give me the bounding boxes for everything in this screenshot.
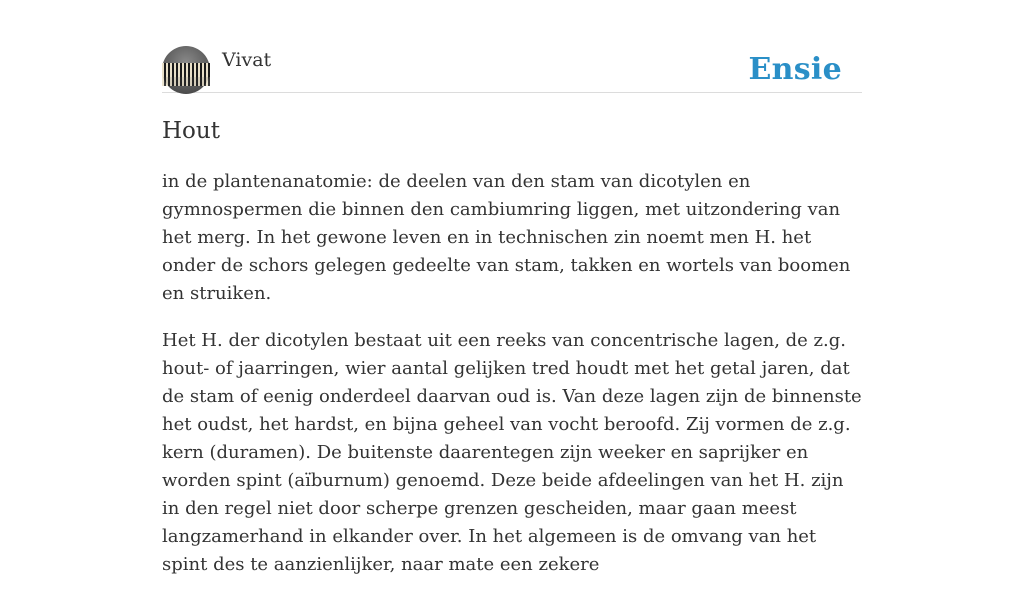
bookshelf-row-icon [162,76,210,86]
paragraph: Het H. der dicotylen bestaat uit een reeks van concentrische lagen, de z.g. hout- of jaarringen, wier aantal gelijken tred houdt met het getal jaren, dat de stam of eenig onderdeel daarvan oud is. Van deze lagen zijn de binnenste het oudst, het hardst, en bijna geheel van vocht beroofd. Zij vormen de z.g. kern (duramen). De buitenste daarentegen zijn weeker en saprijker en worden spint (aïburnum) genoemd. Deze beide afdeelingen van het H. zijn in den regel niet door scherpe grenzen gescheiden, maar gaan meest langzamerhand in elkander over. In het algemeen is de omvang van het spint des te aanzienlijker, naar mate een zekere [162,330,862,575]
author-name[interactable]: Vivat [222,49,272,71]
header [162,46,862,93]
page-title: Hout [162,118,220,144]
bookshelf-avatar-icon [162,63,210,77]
article-body [162,168,862,598]
avatar[interactable] [162,46,210,94]
page [162,0,862,575]
paragraph: in de plantenanatomie: de deelen van den stam van dicotylen en gymnospermen die binnen den cambiumring liggen, met uitzondering van het merg. In het gewone leven en in technischen zin noemt men H. het onder de schors gelegen gedeelte van stam, takken en wortels van boomen en struiken. [162,171,851,304]
brand-logo[interactable]: Ensie [748,52,842,87]
